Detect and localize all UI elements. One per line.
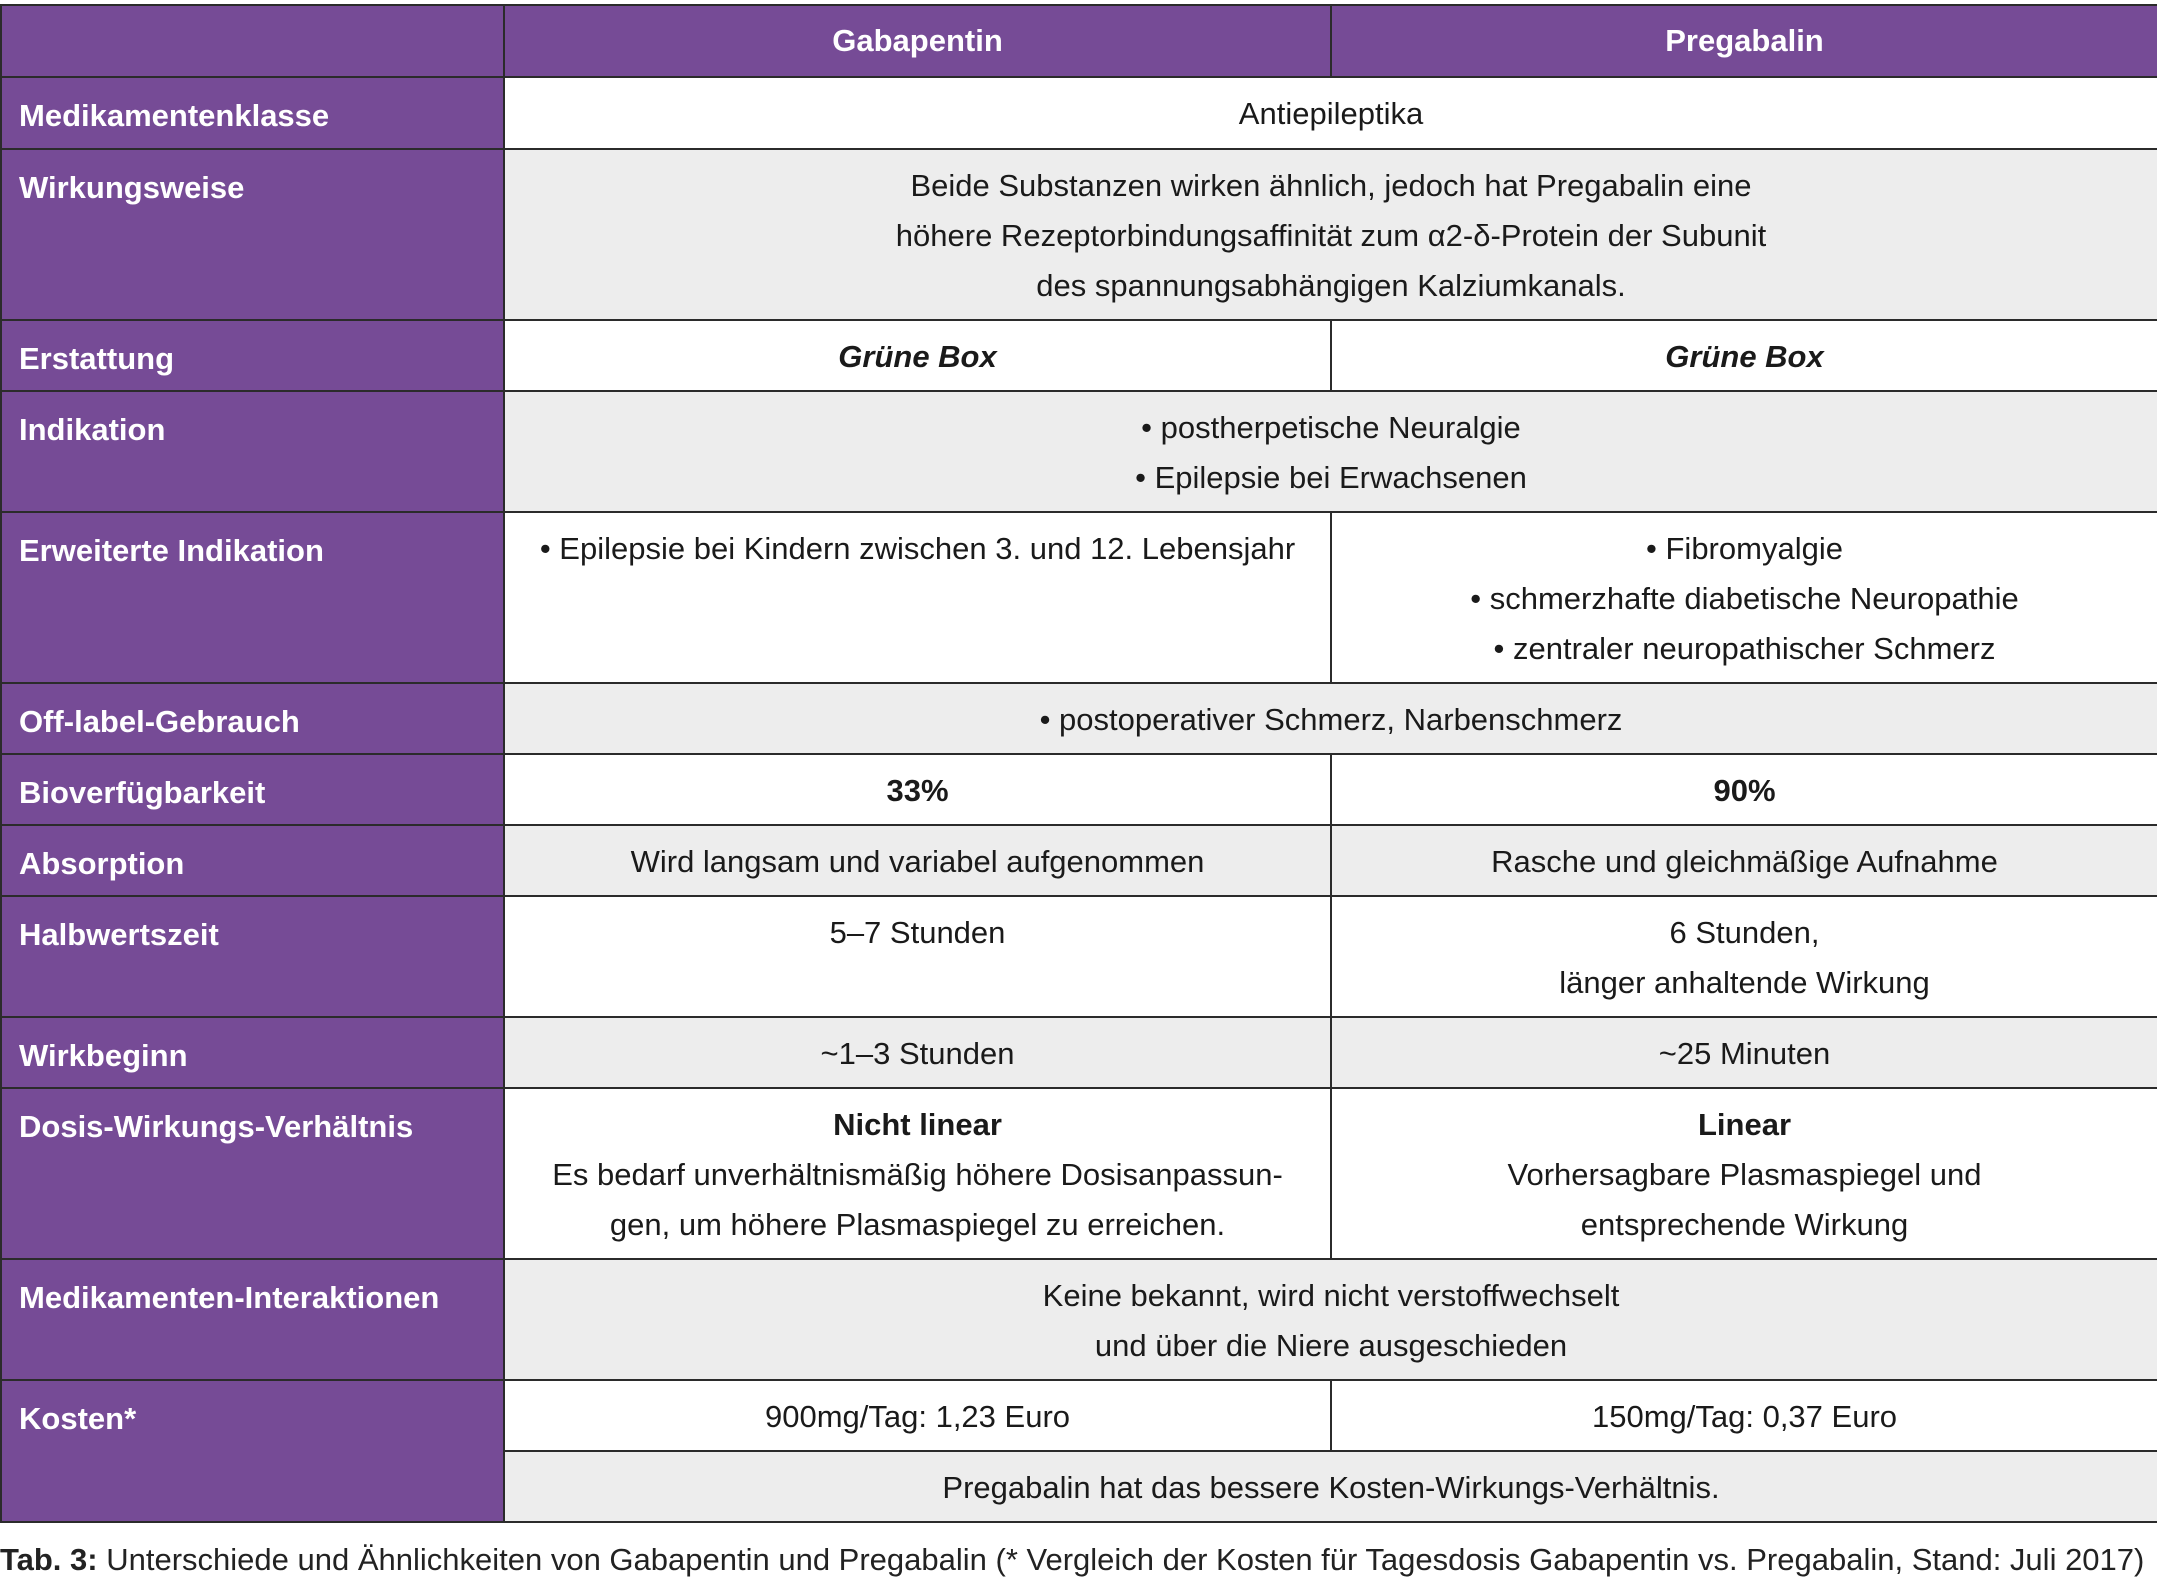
- row-label: Halbwertszeit: [1, 896, 504, 1017]
- cell-text: Wird langsam und variabel aufgenommen: [630, 844, 1205, 879]
- list-item: • postoperativer Schmerz, Narbenschmerz: [1039, 702, 1623, 737]
- list-item: • Epilepsie bei Kindern zwischen 3. und 12. Lebensjahr: [539, 531, 1296, 566]
- cell-gabapentin: [504, 825, 1331, 896]
- cell-pregabalin: [1331, 512, 2157, 683]
- row-label: Erweiterte Indikation: [1, 512, 504, 683]
- cell-text: 90%: [1713, 773, 1776, 808]
- row-erstattung: [1, 320, 2157, 391]
- cell-shared: [504, 1259, 2157, 1380]
- cell-shared: [504, 391, 2157, 512]
- row-off-label: [1, 683, 2157, 754]
- cell-gabapentin: [504, 896, 1331, 1017]
- cell-text: entsprechende Wirkung: [1580, 1207, 1909, 1242]
- cell-pregabalin: [1331, 896, 2157, 1017]
- header-empty: [1, 5, 504, 77]
- cell-gabapentin: [504, 320, 1331, 391]
- row-interaktionen: [1, 1259, 2157, 1380]
- row-label: Bioverfügbarkeit: [1, 754, 504, 825]
- row-label: Kosten*: [1, 1380, 504, 1522]
- header-gabapentin: Gabapentin: [504, 5, 1331, 77]
- caption-text: Unterschiede und Ähnlichkeiten von Gabapentin und Pregabalin (* Vergleich der Kosten für Tagesdosis Gabapentin vs. Pregabalin, Stand: Juli 2017): [97, 1542, 2145, 1577]
- cell-pregabalin: [1331, 754, 2157, 825]
- cell-text: Beide Substanzen wirken ähnlich, jedoch hat Pregabalin eine: [910, 168, 1752, 203]
- cell-text: Es bedarf unverhältnismäßig höhere Dosisanpassun-: [552, 1157, 1283, 1192]
- row-indikation: [1, 391, 2157, 512]
- row-label: Erstattung: [1, 320, 504, 391]
- row-bioverfuegbarkeit: [1, 754, 2157, 825]
- header-row: [1, 5, 2157, 77]
- cell-text: 900mg/Tag: 1,23 Euro: [764, 1399, 1071, 1434]
- row-label: Wirkungsweise: [1, 149, 504, 320]
- row-kosten: [1, 1380, 2157, 1451]
- row-label: Indikation: [1, 391, 504, 512]
- list-item: • postherpetische Neuralgie: [1141, 410, 1521, 445]
- cell-gabapentin: [504, 512, 1331, 683]
- cell-text: 150mg/Tag: 0,37 Euro: [1591, 1399, 1898, 1434]
- cell-shared: [504, 77, 2157, 149]
- cell-gabapentin: [504, 1380, 1331, 1451]
- row-medikamentenklasse: [1, 77, 2157, 149]
- cell-text: Vorhersagbare Plasmaspiegel und: [1507, 1157, 1982, 1192]
- list-item: • Epilepsie bei Erwachsenen: [1135, 460, 1527, 495]
- cell-text: 6 Stunden,: [1669, 915, 1820, 950]
- cell-text: 5–7 Stunden: [829, 915, 1006, 950]
- cell-text: 33%: [886, 773, 949, 808]
- cell-text: Grüne Box: [1665, 339, 1824, 374]
- cell-pregabalin: [1331, 825, 2157, 896]
- cell-gabapentin: [504, 1017, 1331, 1088]
- row-wirkbeginn: [1, 1017, 2157, 1088]
- cell-text: des spannungsabhängigen Kalziumkanals.: [1036, 268, 1626, 303]
- cell-text: Grüne Box: [838, 339, 997, 374]
- row-label: Off-label-Gebrauch: [1, 683, 504, 754]
- comparison-table: [0, 4, 2157, 1523]
- cell-text: Keine bekannt, wird nicht verstoffwechselt: [1042, 1278, 1620, 1313]
- row-erweiterte-indikation: [1, 512, 2157, 683]
- row-label: Absorption: [1, 825, 504, 896]
- row-absorption: [1, 825, 2157, 896]
- list-item: • Fibromyalgie: [1646, 531, 1843, 566]
- cell-heading: Nicht linear: [833, 1107, 1002, 1142]
- cell-text: ~25 Minuten: [1658, 1036, 1831, 1071]
- row-dosis-wirkung: [1, 1088, 2157, 1259]
- list-item: • zentraler neuropathischer Schmerz: [1493, 631, 1996, 666]
- cell-shared: [504, 1451, 2157, 1522]
- header-pregabalin: Pregabalin: [1331, 5, 2157, 77]
- row-label: Dosis-Wirkungs-Verhältnis: [1, 1088, 504, 1259]
- cell-pregabalin: [1331, 320, 2157, 391]
- table-caption: [0, 1542, 2144, 1578]
- cell-shared: [504, 683, 2157, 754]
- cell-text: länger anhaltende Wirkung: [1559, 965, 1930, 1000]
- cell-text: gen, um höhere Plasmaspiegel zu erreichen.: [609, 1207, 1226, 1242]
- cell-shared: [504, 149, 2157, 320]
- cell-gabapentin: [504, 1088, 1331, 1259]
- cell-text: Rasche und gleichmäßige Aufnahme: [1491, 844, 1998, 879]
- cell-text: höhere Rezeptorbindungsaffinität zum α2-δ-Protein der Subunit: [895, 218, 1767, 253]
- cell-pregabalin: [1331, 1380, 2157, 1451]
- row-halbwertszeit: [1, 896, 2157, 1017]
- cell-heading: Linear: [1697, 1107, 1792, 1142]
- row-label: Medikamentenklasse: [1, 77, 504, 149]
- caption-prefix: Tab. 3:: [0, 1542, 98, 1577]
- comparison-table-wrapper: [0, 4, 2157, 1523]
- row-label: Medikamenten-Interaktionen: [1, 1259, 504, 1380]
- cell-text: und über die Niere ausgeschieden: [1094, 1328, 1568, 1363]
- cell-text: Antiepileptika: [1238, 96, 1424, 131]
- row-wirkungsweise: [1, 149, 2157, 320]
- cell-gabapentin: [504, 754, 1331, 825]
- list-item: • schmerzhafte diabetische Neuropathie: [1470, 581, 2019, 616]
- cell-pregabalin: [1331, 1017, 2157, 1088]
- row-label: Wirkbeginn: [1, 1017, 504, 1088]
- cell-pregabalin: [1331, 1088, 2157, 1259]
- cell-text: Pregabalin hat das bessere Kosten-Wirkungs-Verhältnis.: [942, 1470, 1720, 1505]
- cell-text: ~1–3 Stunden: [820, 1036, 1015, 1071]
